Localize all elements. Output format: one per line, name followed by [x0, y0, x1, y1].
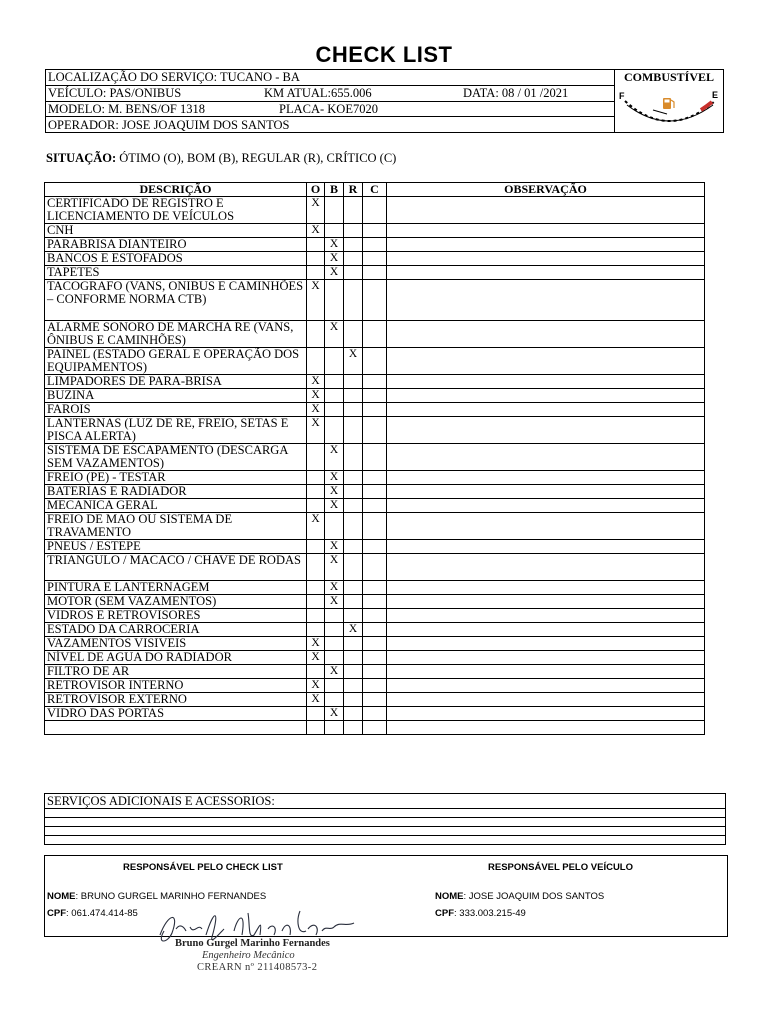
row-desc: MECANICA GERAL: [45, 499, 307, 513]
status-label: SITUAÇÃO:: [46, 151, 117, 165]
row-obs: [387, 238, 705, 252]
col-c: C: [363, 183, 387, 197]
mark-r: [344, 707, 363, 721]
table-row: [45, 238, 705, 252]
mark-b: [325, 693, 344, 707]
cpf-label: CPF: [47, 908, 66, 919]
table-row: [45, 224, 705, 238]
row-desc: PAINEL (ESTADO GERAL E OPERAÇÃO DOS EQUIPAMENTOS): [45, 348, 307, 375]
stamp-registration: CREARN nº 211408573-2: [197, 962, 318, 973]
vehicle-responsible-cpf: 333.003.215-49: [459, 908, 526, 919]
mark-o: X: [307, 375, 325, 389]
row-desc: TACOGRAFO (VANS, ONIBUS E CAMINHÕES – CONFORME NORMA CTB): [45, 280, 307, 321]
mark-o: X: [307, 637, 325, 651]
mark-o: [307, 471, 325, 485]
row-obs: [387, 375, 705, 389]
name-label: NOME: [47, 891, 76, 902]
table-row: [45, 554, 705, 581]
mark-c: [363, 348, 387, 375]
row-obs: [387, 471, 705, 485]
mark-c: [363, 651, 387, 665]
cpf-label: CPF: [435, 908, 454, 919]
mark-r: [344, 197, 363, 224]
additional-services-label: SERVIÇOS ADICIONAIS E ACESSORIOS:: [45, 794, 726, 809]
mark-c: [363, 554, 387, 581]
additional-services-line[interactable]: [45, 827, 726, 836]
table-row: [45, 721, 705, 735]
mark-c: [363, 280, 387, 321]
row-obs: [387, 623, 705, 637]
col-r: R: [344, 183, 363, 197]
col-descricao: DESCRIÇÃO: [45, 183, 307, 197]
row-desc: BUZINA: [45, 389, 307, 403]
table-row: [45, 348, 705, 375]
mark-b: X: [325, 238, 344, 252]
row-obs: [387, 403, 705, 417]
table-row: [45, 623, 705, 637]
row-obs: [387, 679, 705, 693]
mark-b: X: [325, 595, 344, 609]
row-obs: [387, 651, 705, 665]
mark-o: [307, 581, 325, 595]
mark-b: [325, 721, 344, 735]
vehicle-info-table: [45, 69, 724, 133]
table-row: [45, 665, 705, 679]
mark-o: [307, 595, 325, 609]
mark-c: [363, 266, 387, 280]
mark-r: [344, 485, 363, 499]
row-obs: [387, 609, 705, 623]
table-row: [45, 321, 705, 348]
mark-r: [344, 679, 363, 693]
table-row: [45, 707, 705, 721]
additional-services-line[interactable]: [45, 809, 726, 818]
mark-b: X: [325, 485, 344, 499]
vehicle-cpf-line: CPF: 333.003.215-49: [435, 908, 526, 919]
row-desc: CNH: [45, 224, 307, 238]
mark-b: X: [325, 471, 344, 485]
mark-b: X: [325, 444, 344, 471]
table-row: [45, 403, 705, 417]
mark-r: [344, 417, 363, 444]
table-row: [45, 651, 705, 665]
mark-b: [325, 375, 344, 389]
row-desc: MOTOR (SEM VAZAMENTOS): [45, 595, 307, 609]
mark-o: X: [307, 693, 325, 707]
row-desc: VIDRO DAS PORTAS: [45, 707, 307, 721]
checklist-name: BRUNO GURGEL MARINHO FERNANDES: [80, 891, 267, 902]
checklist-name-line: NOME: BRUNO GURGEL MARINHO FERNANDES: [47, 891, 267, 902]
table-row: [45, 595, 705, 609]
mark-c: [363, 721, 387, 735]
mark-b: [325, 623, 344, 637]
mark-c: [363, 499, 387, 513]
mark-b: [325, 637, 344, 651]
additional-services-table: [44, 793, 726, 845]
vehicle-name-line: NOME: JOSE JOAQUIM DOS SANTOS: [435, 891, 605, 902]
mark-b: X: [325, 707, 344, 721]
mark-o: [307, 485, 325, 499]
table-row: [45, 280, 705, 321]
row-obs: [387, 721, 705, 735]
mark-r: [344, 637, 363, 651]
mark-o: [307, 554, 325, 581]
row-obs: [387, 417, 705, 444]
mark-b: [325, 348, 344, 375]
mark-c: [363, 513, 387, 540]
mark-c: [363, 637, 387, 651]
mark-o: [307, 721, 325, 735]
row-desc: SISTEMA DE ESCAPAMENTO (DESCARGA SEM VAZAMENTOS): [45, 444, 307, 471]
signature-block: [44, 855, 728, 937]
mark-r: [344, 280, 363, 321]
mark-r: X: [344, 623, 363, 637]
mark-r: [344, 693, 363, 707]
table-row: [45, 417, 705, 444]
row-desc: BATERIAS E RADIADOR: [45, 485, 307, 499]
mark-r: [344, 499, 363, 513]
row-desc: RETROVISOR EXTERNO: [45, 693, 307, 707]
vehicle-responsible-name: JOSE JOAQUIM DOS SANTOS: [468, 891, 605, 902]
mark-o: X: [307, 417, 325, 444]
mark-c: [363, 540, 387, 554]
row-obs: [387, 581, 705, 595]
name-label: NOME: [435, 891, 464, 902]
row-desc: PNEUS / ESTEPE: [45, 540, 307, 554]
operator: OPERADOR: JOSE JOAQUIM DOS SANTOS: [46, 117, 615, 133]
mark-r: [344, 581, 363, 595]
mark-o: X: [307, 197, 325, 224]
row-desc: LANTERNAS (LUZ DE RE, FREIO, SETAS E PISCA ALERTA): [45, 417, 307, 444]
mark-b: X: [325, 665, 344, 679]
table-row: [45, 197, 705, 224]
mark-r: [344, 238, 363, 252]
row-desc: ALARME SONORO DE MARCHA RE (VANS, ÔNIBUS E CAMINHÕES): [45, 321, 307, 348]
mark-c: [363, 321, 387, 348]
mark-o: [307, 609, 325, 623]
mark-r: X: [344, 348, 363, 375]
vehicle-responsible-heading: RESPONSÁVEL PELO VEÍCULO: [488, 862, 633, 873]
mark-c: [363, 679, 387, 693]
fuel-pump-icon: [663, 98, 674, 109]
mark-r: [344, 375, 363, 389]
mark-o: X: [307, 280, 325, 321]
mark-c: [363, 623, 387, 637]
table-row: [45, 540, 705, 554]
row-obs: [387, 554, 705, 581]
fuel-gauge-icon: [617, 86, 721, 132]
mark-r: [344, 665, 363, 679]
row-desc: LIMPADORES DE PARA-BRISA: [45, 375, 307, 389]
mark-r: [344, 513, 363, 540]
mark-c: [363, 417, 387, 444]
mark-r: [344, 252, 363, 266]
row-desc: BANCOS E ESTOFADOS: [45, 252, 307, 266]
mark-b: X: [325, 499, 344, 513]
mark-o: [307, 238, 325, 252]
vehicle-row: [46, 85, 615, 101]
table-row: [45, 499, 705, 513]
row-desc: CERTIFICADO DE REGISTRO E LICENCIAMENTO DE VEÍCULOS: [45, 197, 307, 224]
row-obs: [387, 197, 705, 224]
table-row: [45, 444, 705, 471]
mark-b: X: [325, 554, 344, 581]
table-row: [45, 375, 705, 389]
row-desc: NÍVEL DE AGUA DO RADIADOR: [45, 651, 307, 665]
mark-o: [307, 665, 325, 679]
row-obs: [387, 513, 705, 540]
vehicle-type: VEÍCULO: PAS/ONIBUS: [48, 86, 182, 101]
checklist-table: [44, 182, 705, 735]
mark-r: [344, 403, 363, 417]
mark-o: [307, 444, 325, 471]
mark-r: [344, 595, 363, 609]
km-reading: KM ATUAL:655.006: [264, 85, 372, 100]
mark-b: [325, 403, 344, 417]
row-obs: [387, 348, 705, 375]
gauge-f-label: F: [619, 91, 625, 101]
row-obs: [387, 595, 705, 609]
mark-b: X: [325, 540, 344, 554]
status-options: ÓTIMO (O), BOM (B), REGULAR (R), CRÍTICO (C): [119, 151, 397, 165]
row-obs: [387, 321, 705, 348]
row-desc: FAROIS: [45, 403, 307, 417]
checklist-responsible-heading: RESPONSÁVEL PELO CHECK LIST: [123, 862, 283, 873]
engineer-stamp: [150, 905, 370, 980]
mark-c: [363, 403, 387, 417]
mark-c: [363, 581, 387, 595]
mark-b: [325, 280, 344, 321]
row-obs: [387, 637, 705, 651]
row-obs: [387, 499, 705, 513]
mark-r: [344, 389, 363, 403]
table-row: [45, 266, 705, 280]
mark-r: [344, 471, 363, 485]
table-row: [45, 471, 705, 485]
mark-r: [344, 721, 363, 735]
mark-r: [344, 651, 363, 665]
mark-b: [325, 224, 344, 238]
mark-r: [344, 224, 363, 238]
row-desc: VAZAMENTOS VISIVEIS: [45, 637, 307, 651]
row-desc: PINTURA E LANTERNAGEM: [45, 581, 307, 595]
row-obs: [387, 707, 705, 721]
fuel-gauge-cell: [615, 70, 724, 133]
mark-c: [363, 471, 387, 485]
checklist-cpf: 061.474.414-85: [71, 908, 138, 919]
mark-b: X: [325, 252, 344, 266]
row-desc: FILTRO DE AR: [45, 665, 307, 679]
mark-r: [344, 444, 363, 471]
row-obs: [387, 444, 705, 471]
mark-c: [363, 595, 387, 609]
page-title: CHECK LIST: [315, 42, 453, 67]
mark-r: [344, 609, 363, 623]
mark-o: [307, 623, 325, 637]
row-obs: [387, 540, 705, 554]
license-plate: PLACA- KOE7020: [279, 101, 378, 116]
table-row: [45, 693, 705, 707]
mark-b: [325, 417, 344, 444]
col-observacao: OBSERVAÇÃO: [387, 183, 705, 197]
mark-c: [363, 375, 387, 389]
mark-o: X: [307, 389, 325, 403]
service-location: LOCALIZAÇÃO DO SERVIÇO: TUCANO - BA: [46, 70, 615, 86]
mark-b: [325, 609, 344, 623]
table-row: [45, 637, 705, 651]
mark-c: [363, 197, 387, 224]
mark-c: [363, 238, 387, 252]
mark-b: [325, 679, 344, 693]
table-row: [45, 609, 705, 623]
mark-o: X: [307, 403, 325, 417]
mark-b: [325, 389, 344, 403]
mark-o: [307, 252, 325, 266]
row-obs: [387, 389, 705, 403]
mark-o: [307, 540, 325, 554]
gauge-e-label: E: [712, 90, 719, 100]
row-obs: [387, 252, 705, 266]
mark-o: [307, 348, 325, 375]
table-row: [45, 581, 705, 595]
row-obs: [387, 280, 705, 321]
mark-o: X: [307, 224, 325, 238]
mark-o: X: [307, 513, 325, 540]
mark-c: [363, 707, 387, 721]
row-obs: [387, 224, 705, 238]
mark-b: [325, 197, 344, 224]
model-row: [46, 101, 615, 117]
mark-c: [363, 485, 387, 499]
row-desc: ESTADO DA CARROCERIA: [45, 623, 307, 637]
vehicle-model: MODELO: M. BENS/OF 1318: [48, 101, 205, 116]
table-row: [45, 513, 705, 540]
mark-c: [363, 252, 387, 266]
mark-b: [325, 651, 344, 665]
mark-r: [344, 554, 363, 581]
date: DATA: 08 / 01 /2021: [463, 85, 569, 100]
mark-o: [307, 321, 325, 348]
table-row: [45, 679, 705, 693]
row-desc: TAPETES: [45, 266, 307, 280]
status-legend: [46, 151, 396, 166]
mark-b: X: [325, 581, 344, 595]
mark-c: [363, 224, 387, 238]
mark-r: [344, 321, 363, 348]
mark-o: [307, 499, 325, 513]
row-desc: FREIO DE MAO OU SISTEMA DE TRAVAMENTO: [45, 513, 307, 540]
row-desc: [45, 721, 307, 735]
table-row: [45, 389, 705, 403]
mark-o: X: [307, 679, 325, 693]
mark-c: [363, 609, 387, 623]
additional-services-line[interactable]: [45, 836, 726, 845]
row-obs: [387, 693, 705, 707]
mark-c: [363, 693, 387, 707]
stamp-title: Engenheiro Mecânico: [202, 950, 295, 961]
additional-services-line[interactable]: [45, 818, 726, 827]
mark-b: X: [325, 266, 344, 280]
mark-b: X: [325, 321, 344, 348]
table-row: [45, 485, 705, 499]
fuel-label: COMBUSTÍVEL: [623, 70, 715, 84]
col-b: B: [325, 183, 344, 197]
mark-c: [363, 444, 387, 471]
mark-b: [325, 513, 344, 540]
row-desc: VIDROS E RETROVISORES: [45, 609, 307, 623]
row-obs: [387, 266, 705, 280]
mark-o: X: [307, 651, 325, 665]
col-o: O: [307, 183, 325, 197]
row-obs: [387, 665, 705, 679]
row-obs: [387, 485, 705, 499]
mark-o: [307, 707, 325, 721]
row-desc: PARABRISA DIANTEIRO: [45, 238, 307, 252]
row-desc: RETROVISOR INTERNO: [45, 679, 307, 693]
mark-r: [344, 266, 363, 280]
mark-o: [307, 266, 325, 280]
row-desc: TRIANGULO / MACACO / CHAVE DE RODAS: [45, 554, 307, 581]
checklist-cpf-line: CPF: 061.474.414-85: [47, 908, 138, 919]
mark-c: [363, 389, 387, 403]
row-desc: FREIO (PE) - TESTAR: [45, 471, 307, 485]
stamp-name: Bruno Gurgel Marinho Fernandes: [175, 938, 330, 949]
mark-c: [363, 665, 387, 679]
mark-r: [344, 540, 363, 554]
table-row: [45, 252, 705, 266]
